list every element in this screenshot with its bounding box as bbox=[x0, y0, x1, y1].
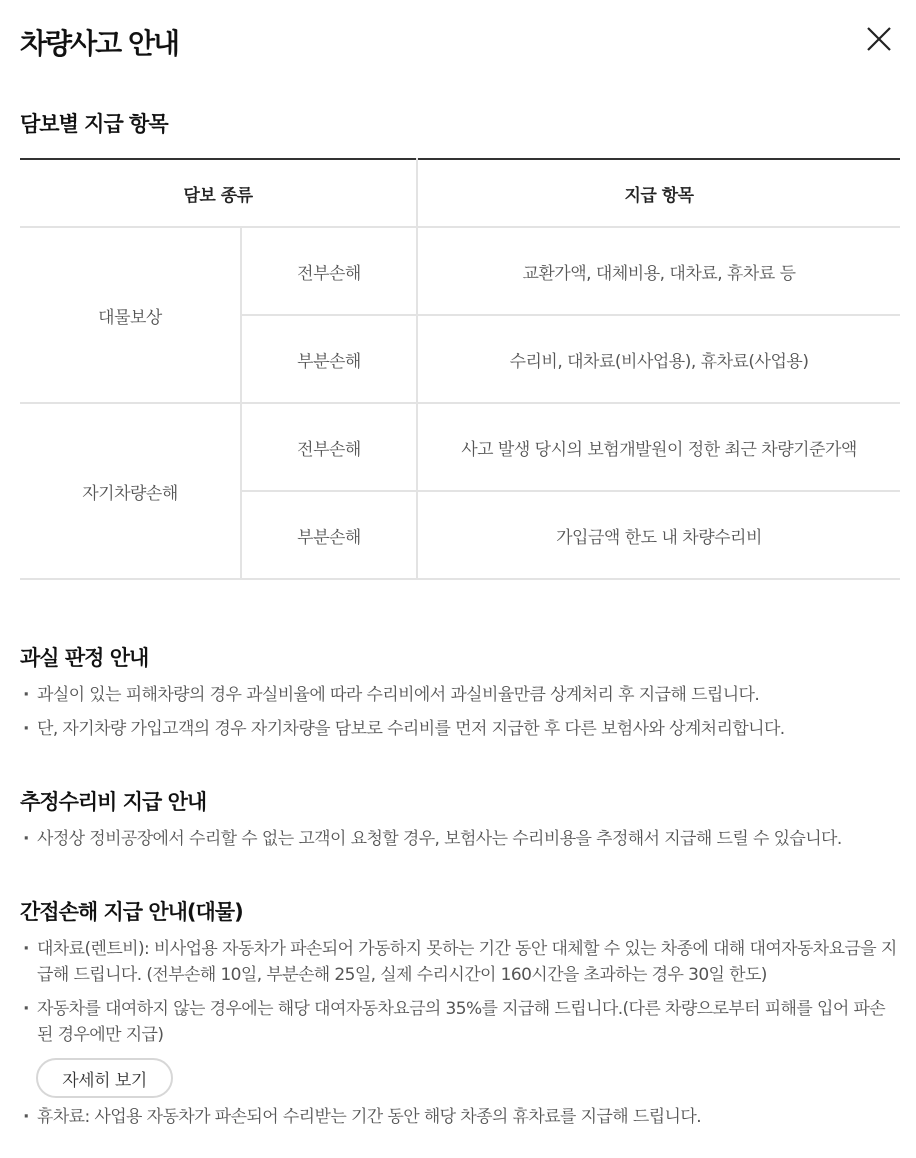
table-row bbox=[20, 403, 900, 491]
payment-items: 사고 발생 당시의 보험개발원이 정한 최근 차량기준가액 bbox=[417, 403, 900, 491]
list-item: · 자동차를 대여하지 않는 경우에는 해당 대여자동차요금의 35%를 지급해 드립니다.(다른 차량으로부터 피해를 입어 파손된 경우에만 지급) bbox=[20, 996, 900, 1048]
damage-type: 부분손해 bbox=[241, 315, 417, 403]
view-details-button[interactable]: 자세히 보기 bbox=[36, 1058, 173, 1098]
table-row bbox=[20, 227, 900, 315]
close-button[interactable] bbox=[862, 22, 896, 56]
coverage-table bbox=[20, 158, 900, 580]
fault-section-title: 과실 판정 안내 bbox=[20, 646, 149, 670]
payment-items: 가입금액 한도 내 차량수리비 bbox=[417, 491, 900, 579]
group-name: 자기차량손해 bbox=[20, 403, 241, 579]
damage-type: 전부손해 bbox=[241, 227, 417, 315]
list-item: · 과실이 있는 피해차량의 경우 과실비율에 따라 수리비에서 과실비율만큼 상계처리 후 지급해 드립니다. bbox=[20, 682, 900, 708]
header-coverage-type: 담보 종류 bbox=[20, 159, 417, 227]
group-name: 대물보상 bbox=[20, 227, 241, 403]
close-icon bbox=[862, 22, 896, 56]
payment-items: 교환가액, 대체비용, 대차료, 휴차료 등 bbox=[417, 227, 900, 315]
coverage-section-title: 담보별 지급 항목 bbox=[20, 112, 168, 136]
damage-type: 부분손해 bbox=[241, 491, 417, 579]
list-item: · 휴차료: 사업용 자동차가 파손되어 수리받는 기간 동안 해당 차종의 휴차료를 지급해 드립니다. bbox=[20, 1104, 900, 1130]
damage-type: 전부손해 bbox=[241, 403, 417, 491]
indirect-bullet-list bbox=[20, 936, 900, 1056]
modal-title: 차량사고 안내 bbox=[20, 27, 179, 60]
fault-bullet-list bbox=[20, 682, 900, 750]
list-item: · 사정상 정비공장에서 수리할 수 없는 고객이 요청할 경우, 보험사는 수리비용을 추정해서 지급해 드릴 수 있습니다. bbox=[20, 826, 900, 852]
payment-items: 수리비, 대차료(비사업용), 휴차료(사업용) bbox=[417, 315, 900, 403]
indirect-last-bullet-list bbox=[20, 1104, 900, 1138]
header-payment-items: 지급 항목 bbox=[417, 159, 900, 227]
estimate-section-title: 추정수리비 지급 안내 bbox=[20, 790, 207, 814]
indirect-section-title: 간접손해 지급 안내(대물) bbox=[20, 900, 243, 924]
list-item: · 대차료(렌트비): 비사업용 자동차가 파손되어 가동하지 못하는 기간 동안 대체할 수 있는 차종에 대해 대여자동차요금을 지급해 드립니다. (전부손해 10일, 부분손해 25일, 실제 수리시간이 160시간을 초과하는 경우 30일 한도) bbox=[20, 936, 900, 988]
list-item: · 단, 자기차량 가입고객의 경우 자기차량을 담보로 수리비를 먼저 지급한 후 다른 보험사와 상계처리합니다. bbox=[20, 716, 900, 742]
estimate-bullet-list bbox=[20, 826, 900, 860]
